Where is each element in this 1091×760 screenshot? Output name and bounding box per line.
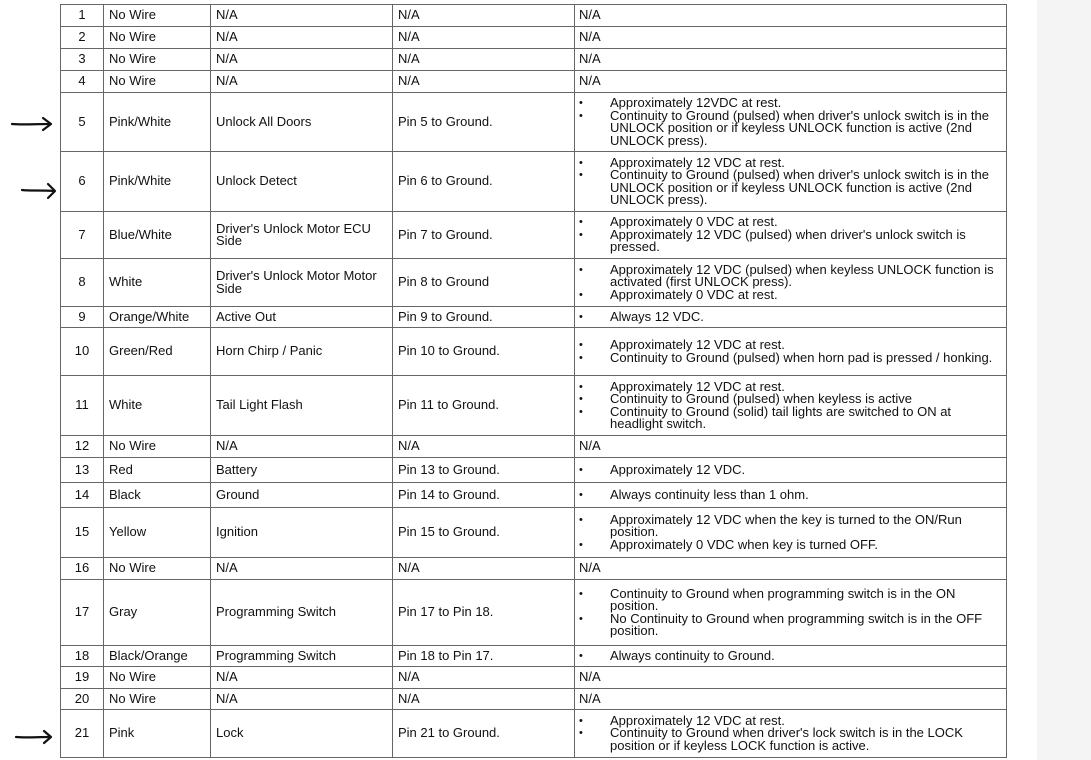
table-row [61,508,1007,558]
result-cell [575,328,1007,376]
wire-color-cell: No Wire [104,5,211,27]
test-cell: Pin 11 to Ground. [393,376,575,436]
wire-color-cell: Black/Orange [104,646,211,667]
function-cell: Horn Chirp / Panic [211,328,393,376]
wire-color-cell: Yellow [104,508,211,558]
result-bullet: • Continuity to Ground when driver's lock switch is in the LOCK position or if keyless LOCK function is active. [579,727,1006,752]
test-cell: N/A [393,27,575,49]
pin-number-cell: 4 [61,71,104,93]
result-cell [575,376,1007,436]
hand-drawn-arrow-icon [14,729,54,745]
function-cell: Unlock All Doors [211,93,393,152]
pin-number-cell: 17 [61,580,104,646]
table-row [61,436,1007,458]
result-bullet: • Approximately 12 VDC at rest. [579,715,1006,728]
test-cell: N/A [393,689,575,710]
wire-color-cell: No Wire [104,27,211,49]
result-bullet: • Approximately 12 VDC when the key is turned to the ON/Run position. [579,514,1006,539]
result-list [579,216,1006,254]
test-cell: N/A [393,667,575,689]
pin-number-cell: 6 [61,152,104,212]
wire-color-cell: Pink/White [104,152,211,212]
result-cell [575,508,1007,558]
wire-color-cell: White [104,376,211,436]
function-cell: Ground [211,483,393,508]
wire-color-cell: No Wire [104,689,211,710]
result-list [579,511,1006,552]
result-list [579,461,1006,477]
result-list [579,486,1006,502]
result-list [579,647,1006,663]
test-cell: N/A [393,49,575,71]
result-list [579,339,1006,364]
test-cell: N/A [393,71,575,93]
table-row [61,667,1007,689]
result-list [579,97,1006,147]
pin-number-cell: 12 [61,436,104,458]
table-row [61,328,1007,376]
pin-number-cell: 15 [61,508,104,558]
table-row [61,689,1007,710]
pin-number-cell: 10 [61,328,104,376]
result-cell: N/A [575,5,1007,27]
result-bullet: • Approximately 12 VDC at rest. [579,381,1006,394]
result-bullet: • No Continuity to Ground when programming switch is in the OFF position. [579,613,1006,638]
pin-number-cell: 20 [61,689,104,710]
result-bullet: • Approximately 12 VDC at rest. [579,339,1006,352]
function-cell: Unlock Detect [211,152,393,212]
wire-color-cell: No Wire [104,436,211,458]
result-cell: N/A [575,436,1007,458]
result-bullet: • Approximately 12 VDC at rest. [579,157,1006,170]
result-bullet: • Continuity to Ground (pulsed) when driver's unlock switch is in the UNLOCK position or if keyless UNLOCK function is active (2nd UNLOCK press). [579,110,1006,148]
result-bullet: • Approximately 0 VDC when key is turned OFF. [579,539,1006,552]
table-row [61,71,1007,93]
result-cell [575,710,1007,758]
function-cell: Battery [211,458,393,483]
wire-color-cell: White [104,259,211,307]
table-row [61,152,1007,212]
table-row [61,212,1007,259]
test-cell: Pin 10 to Ground. [393,328,575,376]
pin-number-cell: 11 [61,376,104,436]
result-cell: N/A [575,27,1007,49]
test-cell: Pin 6 to Ground. [393,152,575,212]
result-bullet: • Approximately 12VDC at rest. [579,97,1006,110]
test-cell: Pin 15 to Ground. [393,508,575,558]
function-cell: N/A [211,558,393,580]
result-cell [575,307,1007,328]
result-bullet: • Continuity to Ground (pulsed) when keyless is active [579,393,1006,406]
pin-number-cell: 5 [61,93,104,152]
table-row [61,483,1007,508]
result-bullet: • Always 12 VDC. [579,311,1006,324]
table-row [61,376,1007,436]
function-cell: Driver's Unlock Motor Motor Side [211,259,393,307]
test-cell: N/A [393,5,575,27]
result-bullet: • Approximately 12 VDC (pulsed) when keyless UNLOCK function is activated (first UNLOCK press). [579,264,1006,289]
pin-number-cell: 16 [61,558,104,580]
function-cell: N/A [211,436,393,458]
test-cell: Pin 18 to Pin 17. [393,646,575,667]
pin-number-cell: 19 [61,667,104,689]
table-row [61,580,1007,646]
test-cell: N/A [393,436,575,458]
result-list [579,585,1006,638]
test-cell: Pin 17 to Pin 18. [393,580,575,646]
table-row [61,646,1007,667]
pin-table [60,4,1007,758]
wire-color-cell: No Wire [104,49,211,71]
test-cell: Pin 8 to Ground [393,259,575,307]
table-row [61,5,1007,27]
result-bullet: • Approximately 12 VDC (pulsed) when driver's unlock switch is pressed. [579,229,1006,254]
hand-drawn-arrow-icon [10,115,54,133]
result-list [579,308,1006,324]
function-cell: Driver's Unlock Motor ECU Side [211,212,393,259]
table-row [61,93,1007,152]
result-cell [575,458,1007,483]
result-cell [575,152,1007,212]
wire-color-cell: Green/Red [104,328,211,376]
result-list [579,712,1006,753]
viewer-background [1037,0,1091,760]
test-cell: Pin 14 to Ground. [393,483,575,508]
wire-color-cell: Orange/White [104,307,211,328]
table-row [61,710,1007,758]
result-bullet: • Always continuity to Ground. [579,650,1006,663]
wire-color-cell: No Wire [104,667,211,689]
function-cell: N/A [211,71,393,93]
table-row [61,259,1007,307]
pin-number-cell: 3 [61,49,104,71]
function-cell: N/A [211,689,393,710]
table-row [61,458,1007,483]
test-cell: Pin 13 to Ground. [393,458,575,483]
pin-number-cell: 14 [61,483,104,508]
table-row [61,558,1007,580]
function-cell: N/A [211,27,393,49]
result-cell [575,646,1007,667]
test-cell: Pin 5 to Ground. [393,93,575,152]
result-list [579,261,1006,302]
pin-number-cell: 7 [61,212,104,259]
function-cell: N/A [211,5,393,27]
pin-number-cell: 13 [61,458,104,483]
pin-number-cell: 21 [61,710,104,758]
result-cell [575,580,1007,646]
wire-color-cell: Blue/White [104,212,211,259]
function-cell: Active Out [211,307,393,328]
function-cell: Tail Light Flash [211,376,393,436]
result-list [579,378,1006,431]
pin-number-cell: 18 [61,646,104,667]
result-bullet: • Continuity to Ground (solid) tail lights are switched to ON at headlight switch. [579,406,1006,431]
result-cell: N/A [575,558,1007,580]
function-cell: Ignition [211,508,393,558]
function-cell: Programming Switch [211,646,393,667]
test-cell: Pin 21 to Ground. [393,710,575,758]
wire-color-cell: No Wire [104,558,211,580]
function-cell: Programming Switch [211,580,393,646]
result-cell: N/A [575,667,1007,689]
wire-color-cell: Red [104,458,211,483]
table-row [61,49,1007,71]
pin-number-cell: 8 [61,259,104,307]
result-bullet: • Continuity to Ground (pulsed) when driver's unlock switch is in the UNLOCK position or if keyless UNLOCK function is active (2nd UNLOCK press). [579,169,1006,207]
result-bullet: • Continuity to Ground when programming switch is in the ON position. [579,588,1006,613]
hand-drawn-arrow-icon [20,182,58,200]
wire-color-cell: No Wire [104,71,211,93]
result-bullet: • Approximately 0 VDC at rest. [579,216,1006,229]
result-bullet: • Continuity to Ground (pulsed) when horn pad is pressed / honking. [579,352,1006,365]
function-cell: N/A [211,667,393,689]
pin-number-cell: 9 [61,307,104,328]
result-cell: N/A [575,49,1007,71]
result-cell [575,259,1007,307]
wire-color-cell: Gray [104,580,211,646]
pin-number-cell: 1 [61,5,104,27]
test-cell: Pin 7 to Ground. [393,212,575,259]
result-cell [575,212,1007,259]
result-cell [575,483,1007,508]
pin-number-cell: 2 [61,27,104,49]
result-bullet: • Approximately 12 VDC. [579,464,1006,477]
table-row [61,307,1007,328]
result-cell: N/A [575,71,1007,93]
function-cell: Lock [211,710,393,758]
test-cell: N/A [393,558,575,580]
wire-color-cell: Pink [104,710,211,758]
wire-color-cell: Pink/White [104,93,211,152]
wire-color-cell: Black [104,483,211,508]
result-list [579,154,1006,207]
table-row [61,27,1007,49]
test-cell: Pin 9 to Ground. [393,307,575,328]
result-cell: N/A [575,689,1007,710]
function-cell: N/A [211,49,393,71]
result-bullet: • Always continuity less than 1 ohm. [579,489,1006,502]
result-bullet: • Approximately 0 VDC at rest. [579,289,1006,302]
result-cell [575,93,1007,152]
